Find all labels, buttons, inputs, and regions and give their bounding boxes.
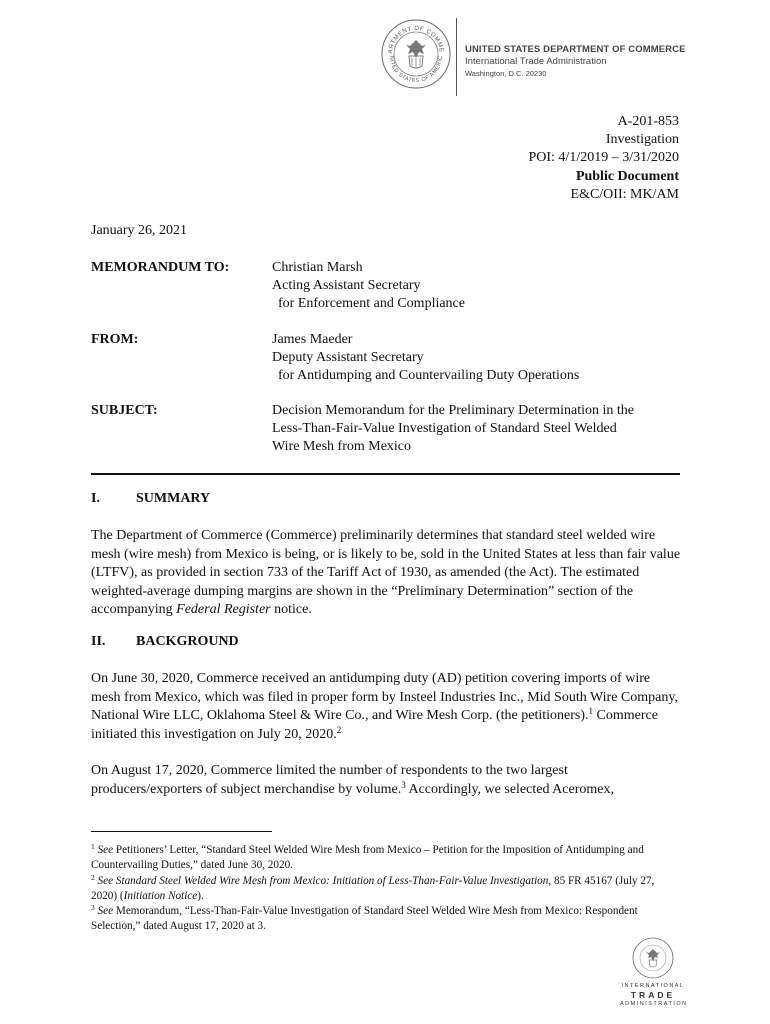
summary-text: The Department of Commerce (Commerce) preliminarily determines that standard steel welded wire mesh (wire mesh) from Mexico is being, or is likely to be, sold in the United States at less than fair value (LTFV), as provided in section 733 of the Tariff Act of 1930, as amended (the Act). The estimated weighted-average dumping margins are shown in the “Preliminary Determination” section of the accompanying: [91, 528, 681, 618]
case-public-document: Public Document: [575, 168, 679, 184]
footnote-italic: See Standard Steel Welded Wire Mesh from Mexico: Initiation of Less-Than-Fair-Value Investigation: [97, 874, 549, 887]
footnote-text: ).: [197, 889, 204, 902]
footnote-number: 2: [91, 872, 95, 882]
section-number: I.: [91, 491, 100, 506]
background-text: On August 17, 2020, Commerce limited the number of respondents to the two largest producers/exporters of subject merchandise by volume.: [91, 763, 568, 797]
footnote-text: Petitioners’ Letter, “Standard Steel Welded Wire Mesh from Mexico – Petition for the Imposition of Antidumping and Countervailing Duties,” dated June 30, 2020.: [91, 844, 644, 872]
footnote-ref-3[interactable]: 3: [401, 779, 406, 790]
memo-from-title1: Deputy Assistant Secretary: [272, 350, 424, 366]
case-number: A-201-853: [617, 114, 679, 129]
summary-paragraph: [91, 527, 681, 620]
footnote-see: See: [97, 844, 114, 856]
doc-seal-icon: [380, 18, 452, 90]
footnote-1: [91, 843, 666, 874]
memo-from-label: FROM:: [91, 332, 139, 347]
footnote-divider: [91, 831, 272, 832]
section-heading-summary: [91, 490, 210, 508]
memo-to-label: MEMORANDUM TO:: [91, 260, 230, 275]
ita-logo-line3: ADMINISTRATION: [620, 1001, 688, 1007]
case-info-block: [528, 113, 679, 204]
memo-from-name: James Maeder: [272, 332, 353, 347]
background-text-cont: Accordingly, we selected Aceromex,: [405, 781, 614, 797]
footnote-ref-1[interactable]: 1: [588, 706, 594, 717]
ita-logo-line1: INTERNATIONAL: [621, 983, 685, 989]
memo-subject-label: SUBJECT:: [91, 403, 158, 418]
footnote-italic: Initiation Notice: [123, 889, 198, 902]
memo-date: January 26, 2021: [91, 223, 188, 238]
memo-to-value: [272, 259, 692, 314]
section-title: BACKGROUND: [136, 634, 239, 649]
letterhead-agency: International Trade Administration: [465, 56, 607, 67]
memo-to-title2: for Enforcement and Compliance: [278, 296, 465, 312]
footnote-number: 1: [91, 842, 95, 851]
background-text: On June 30, 2020, Commerce received an antidumping duty (AD) petition covering imports of wire mesh from Mexico, which was filed in proper form by Insteel Industries Inc., Mid South Wire Company, National Wire LLC, Oklahoma Steel & Wire Co., and Wire Mesh Corp. (the petitioners).: [91, 671, 678, 724]
section-title: SUMMARY: [136, 491, 211, 506]
footnote-2: [91, 874, 666, 905]
footnote-text: , 85 FR 45167 (July 27, 2020) (: [91, 874, 655, 902]
memo-from-value: [272, 331, 692, 386]
memo-to-name: Christian Marsh: [272, 260, 363, 275]
footnote-number: 3: [91, 903, 95, 913]
case-segment: Investigation: [605, 132, 679, 148]
footnote-3: [91, 904, 666, 935]
memo-to-title1: Acting Assistant Secretary: [272, 278, 421, 294]
background-paragraph-2: [91, 762, 681, 799]
memo-subject-value: [272, 402, 692, 457]
footnote-text: Memorandum, “Less-Than-Fair-Value Investigation of Standard Steel Welded Wire Mesh from Mexico: Respondent Selection,” dated August 17, 2020 at 3.: [91, 905, 638, 933]
background-text-cont: Commerce initiated this investigation on July 20, 2020.: [91, 708, 658, 742]
section-heading-background: [91, 633, 239, 651]
background-paragraph-1: [91, 670, 681, 744]
memo-from-title2: for Antidumping and Countervailing Duty Operations: [278, 368, 580, 384]
seal-ring-bottom-text: NITED STATES OF AMERIC: [387, 55, 445, 85]
footnote-see: See: [97, 905, 114, 918]
letterhead-department: UNITED STATES DEPARTMENT OF COMMERCE: [465, 44, 686, 55]
case-office: E&C/OII: MK/AM: [570, 186, 679, 202]
letterhead-address: Washington, D.C. 20230: [465, 69, 547, 78]
memo-subject-line3: Wire Mesh from Mexico: [272, 439, 412, 455]
ita-logo-line2: TRADE: [630, 990, 676, 1000]
footnotes: [91, 843, 666, 935]
footnote-ref-2[interactable]: 2: [336, 724, 342, 735]
letterhead-text: [465, 44, 686, 79]
letterhead-divider: [456, 18, 457, 96]
seal-ring-top-text: ARTMENT OF COMME: [387, 25, 445, 54]
summary-text-end: notice.: [270, 602, 312, 618]
ita-seal-icon: [632, 937, 674, 979]
header-divider: [91, 473, 680, 475]
federal-register-italic: Federal Register: [176, 602, 271, 618]
memo-subject-line1: Decision Memorandum for the Preliminary Determination in the: [272, 403, 634, 418]
section-number: II.: [91, 634, 106, 649]
case-poi: POI: 4/1/2019 – 3/31/2020: [528, 150, 679, 166]
memo-subject-line2: Less-Than-Fair-Value Investigation of Standard Steel Welded: [272, 421, 617, 437]
ita-logo: [620, 982, 686, 1008]
